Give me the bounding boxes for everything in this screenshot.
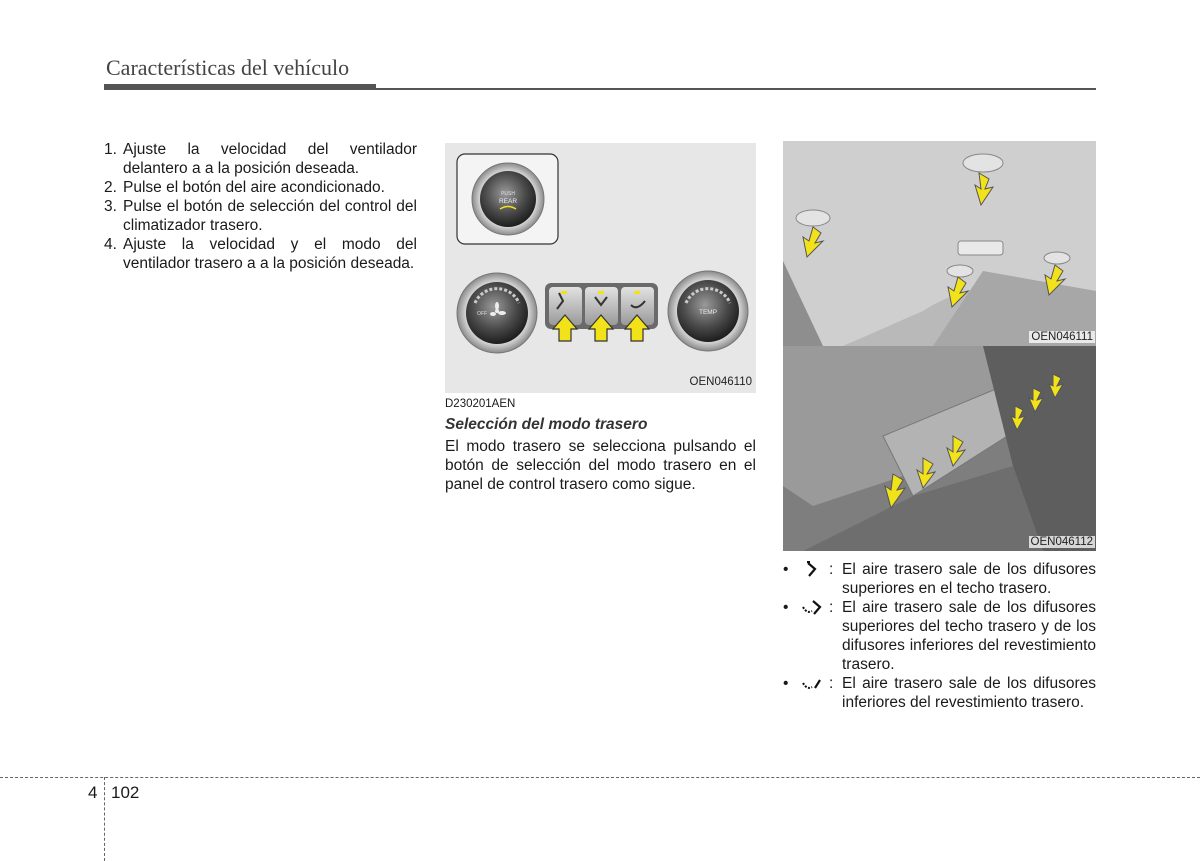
footer-rule	[0, 777, 1200, 778]
chapter-number: 4	[88, 783, 98, 802]
mode-description: El aire trasero sale de los difusores superiores del techo trasero y de los difusores inferiores del revestimiento trasero.	[842, 599, 1096, 673]
page-number: 102	[111, 783, 140, 802]
mode-lower-vent-icon	[801, 674, 829, 693]
rear-knob-rear-label: REAR	[498, 198, 518, 205]
section-code: D230201AEN	[445, 398, 516, 410]
section-body: El modo trasero se selecciona pulsando el botón de selección del modo trasero en el panel de control trasero como sigue.	[445, 438, 756, 493]
step-text: Pulse el botón de selección del control del climatizador trasero.	[123, 198, 417, 234]
bullet: •	[783, 675, 789, 692]
fan-knob-off-label: OFF	[477, 311, 487, 317]
step-number: 1.	[104, 141, 117, 158]
rear-control-panel-figure	[445, 143, 756, 393]
temp-knob-label: TEMP	[698, 309, 718, 316]
step-item	[104, 140, 417, 178]
instruction-steps	[104, 140, 417, 273]
step-item	[104, 178, 417, 197]
step-item	[104, 235, 417, 273]
ceiling-vents-figure	[783, 141, 1096, 346]
trim-vents-figure	[783, 346, 1096, 551]
colon: :	[829, 561, 834, 578]
step-item	[104, 197, 417, 235]
figure-caption: OEN046112	[1030, 536, 1093, 548]
header-rule-thick	[104, 84, 376, 90]
colon: :	[829, 599, 834, 616]
bullet: •	[783, 599, 789, 616]
trim-vents-illustration	[783, 346, 1096, 551]
mode-list-item	[783, 674, 1096, 712]
ceiling-vents-illustration	[783, 141, 1096, 346]
step-text: Ajuste la velocidad y el modo del ventilador trasero a a la posición deseada.	[123, 236, 417, 272]
step-number: 3.	[104, 198, 117, 215]
figure-caption: OEN046110	[689, 376, 752, 388]
step-number: 4.	[104, 236, 117, 253]
press-arrow-icon	[553, 315, 649, 341]
mode-description: El aire trasero sale de los difusores inferiores del revestimiento trasero.	[842, 675, 1096, 711]
mode-list	[783, 560, 1096, 712]
rear-control-panel-illustration	[445, 143, 756, 393]
section-heading: Selección del modo trasero	[445, 416, 648, 433]
mode-description: El aire trasero sale de los difusores superiores en el techo trasero.	[842, 561, 1096, 597]
colon: :	[829, 675, 834, 692]
header-rule-thin	[376, 88, 1096, 90]
bullet: •	[783, 561, 789, 578]
figure-caption: OEN046111	[1031, 331, 1093, 343]
mode-upper-vent-icon	[801, 560, 829, 579]
step-number: 2.	[104, 179, 117, 196]
footer-vertical-rule	[104, 777, 105, 861]
step-text: Ajuste la velocidad del ventilador delantero a a la posición deseada.	[123, 141, 417, 177]
rear-knob-push-label: PUSH	[501, 191, 515, 197]
page-header-title: Características del vehículo	[106, 55, 350, 80]
mode-list-item	[783, 598, 1096, 674]
step-text: Pulse el botón del aire acondicionado.	[123, 179, 385, 196]
mode-upper-lower-vent-icon	[801, 598, 829, 617]
mode-list-item	[783, 560, 1096, 598]
